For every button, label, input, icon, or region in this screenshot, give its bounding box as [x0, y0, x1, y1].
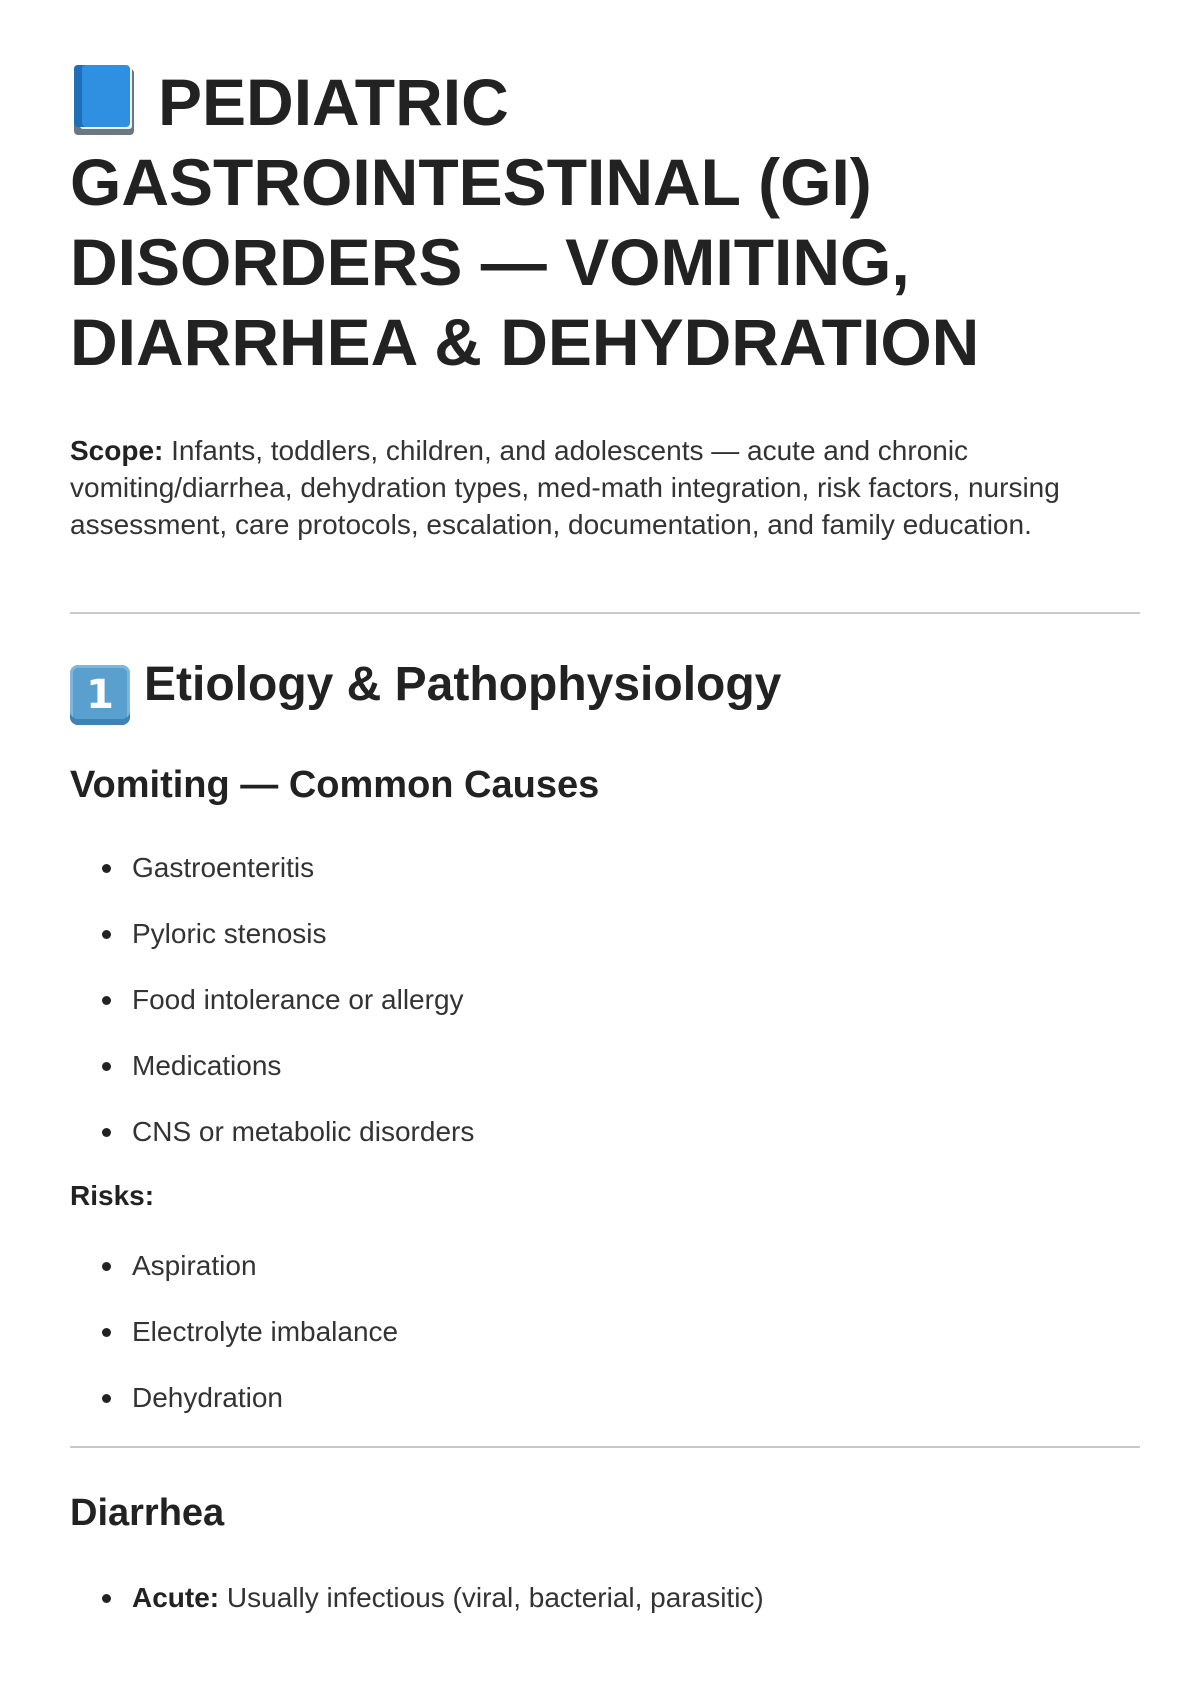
blue-book-icon — [70, 65, 136, 137]
section-heading-etiology — [70, 655, 781, 725]
section-heading-text: Etiology & Pathophysiology — [144, 658, 782, 711]
keycap-one-icon: 1 — [70, 665, 130, 725]
list-item: Food intolerance or allergy — [70, 978, 1140, 1044]
page-title — [70, 62, 1140, 382]
page-title-text: PEDIATRIC GASTROINTESTINAL (GI) DISORDERS — VOMITING, DIARRHEA & DEHYDRATION — [70, 65, 980, 379]
list-item: Pyloric stenosis — [70, 912, 1140, 978]
subheading-vomiting-causes: Vomiting — Common Causes — [70, 764, 600, 806]
list-item: Medications — [70, 1044, 1140, 1110]
divider-1 — [70, 612, 1140, 614]
risks-label: Risks: — [70, 1180, 155, 1211]
list-item: Dehydration — [70, 1376, 1140, 1442]
list-item: CNS or metabolic disorders — [70, 1110, 1140, 1176]
diarrhea-list — [70, 1576, 1140, 1642]
scope-label: Scope: — [70, 435, 164, 466]
divider-2 — [70, 1446, 1140, 1448]
diarrhea-item-label: Acute: — [132, 1582, 220, 1613]
list-item — [70, 1576, 1140, 1642]
risks-list — [70, 1244, 1140, 1442]
list-item: Gastroenteritis — [70, 846, 1140, 912]
subheading-diarrhea: Diarrhea — [70, 1492, 225, 1534]
scope-paragraph — [70, 432, 1140, 543]
vomiting-causes-list — [70, 846, 1140, 1176]
list-item: Aspiration — [70, 1244, 1140, 1310]
scope-text: Infants, toddlers, children, and adolescents — acute and chronic vomiting/diarrhea, dehydration types, med-math integration, risk factors, nursing assessment, care protocols, escalation, documentation, and family education. — [70, 435, 1060, 540]
diarrhea-item-text: Usually infectious (viral, bacterial, parasitic) — [226, 1582, 764, 1613]
list-item: Electrolyte imbalance — [70, 1310, 1140, 1376]
